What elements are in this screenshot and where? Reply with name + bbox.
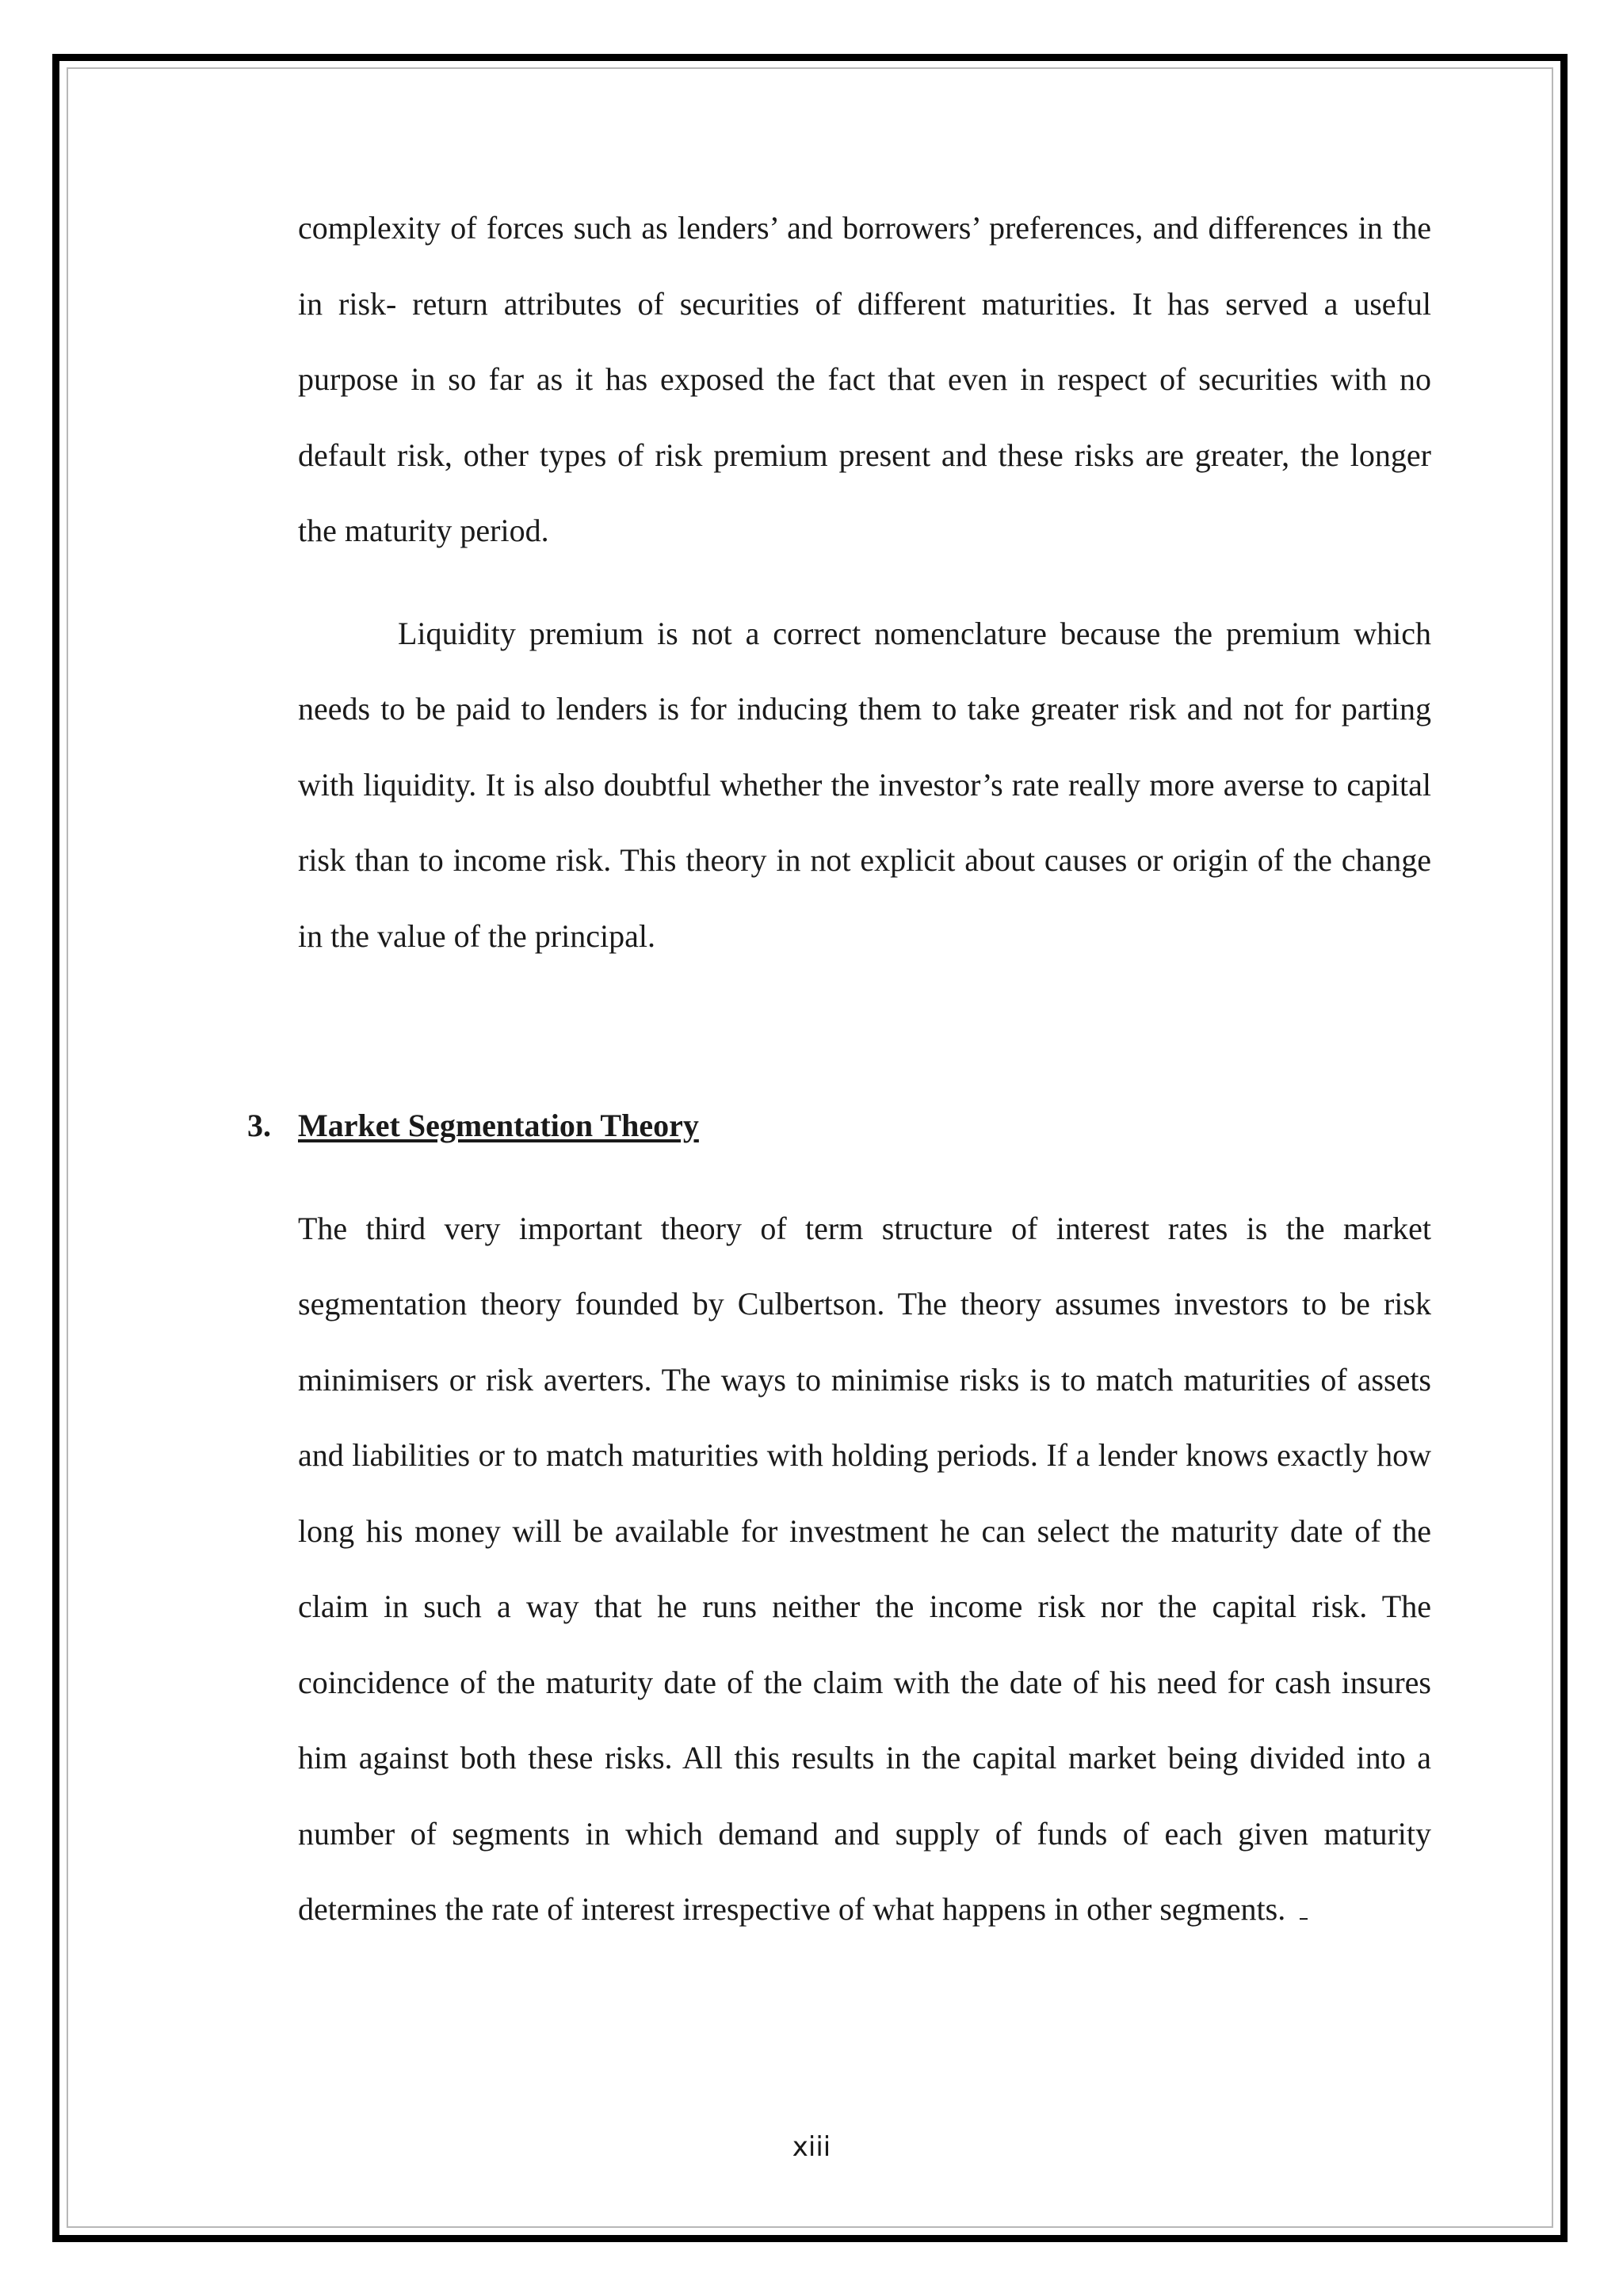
trailing-underscore-mark: [1300, 1894, 1308, 1920]
paragraph-continuation: complexity of forces such as lenders’ and borrowers’ preferences, and differences in the in risk- return attributes of securities of different maturities. It has served a useful purpose in so far as it has exposed the fact that even in respect of securities with no default risk, other types of risk premium present and these risks are greater, the longer the maturity period.: [298, 210, 1431, 548]
paragraph-market-segmentation: [298, 1191, 1431, 1947]
section-number: 3.: [247, 1108, 271, 1143]
page-number: xiii: [792, 2131, 831, 2163]
paragraph-liquidity-premium: Liquidity premium is not a correct nomenclature because the premium which needs to be paid to lenders is for inducing them to take greater risk and not for parting with liquidity. It is also doubtful whether the investor’s rate really more averse to capital risk than to income risk. This theory in not explicit about causes or origin of the change in the value of the principal.: [298, 615, 1431, 954]
section-title: Market Segmentation Theory: [298, 1108, 699, 1143]
paragraph-market-segmentation-text: The third very important theory of term structure of interest rates is the market segmentation theory founded by Culbertson. The theory assumes investors to be risk minimisers or risk averters. The ways to minimise risks is to match maturities of assets and liabilities or to match maturities with holding periods. If a lender knows exactly how long his money will be available for investment he can select the maturity date of the claim in such a way that he runs neither the income risk nor the capital risk. The coincidence of the maturity date of the claim with the date of his need for cash insures him against both these risks. All this results in the capital market being divided into a number of segments in which demand and supply of funds of each given maturity determines the rate of interest irrespective of what happens in other segments.: [298, 1210, 1431, 1927]
page-content: [247, 190, 1431, 1947]
section-heading: [247, 1088, 1431, 1164]
